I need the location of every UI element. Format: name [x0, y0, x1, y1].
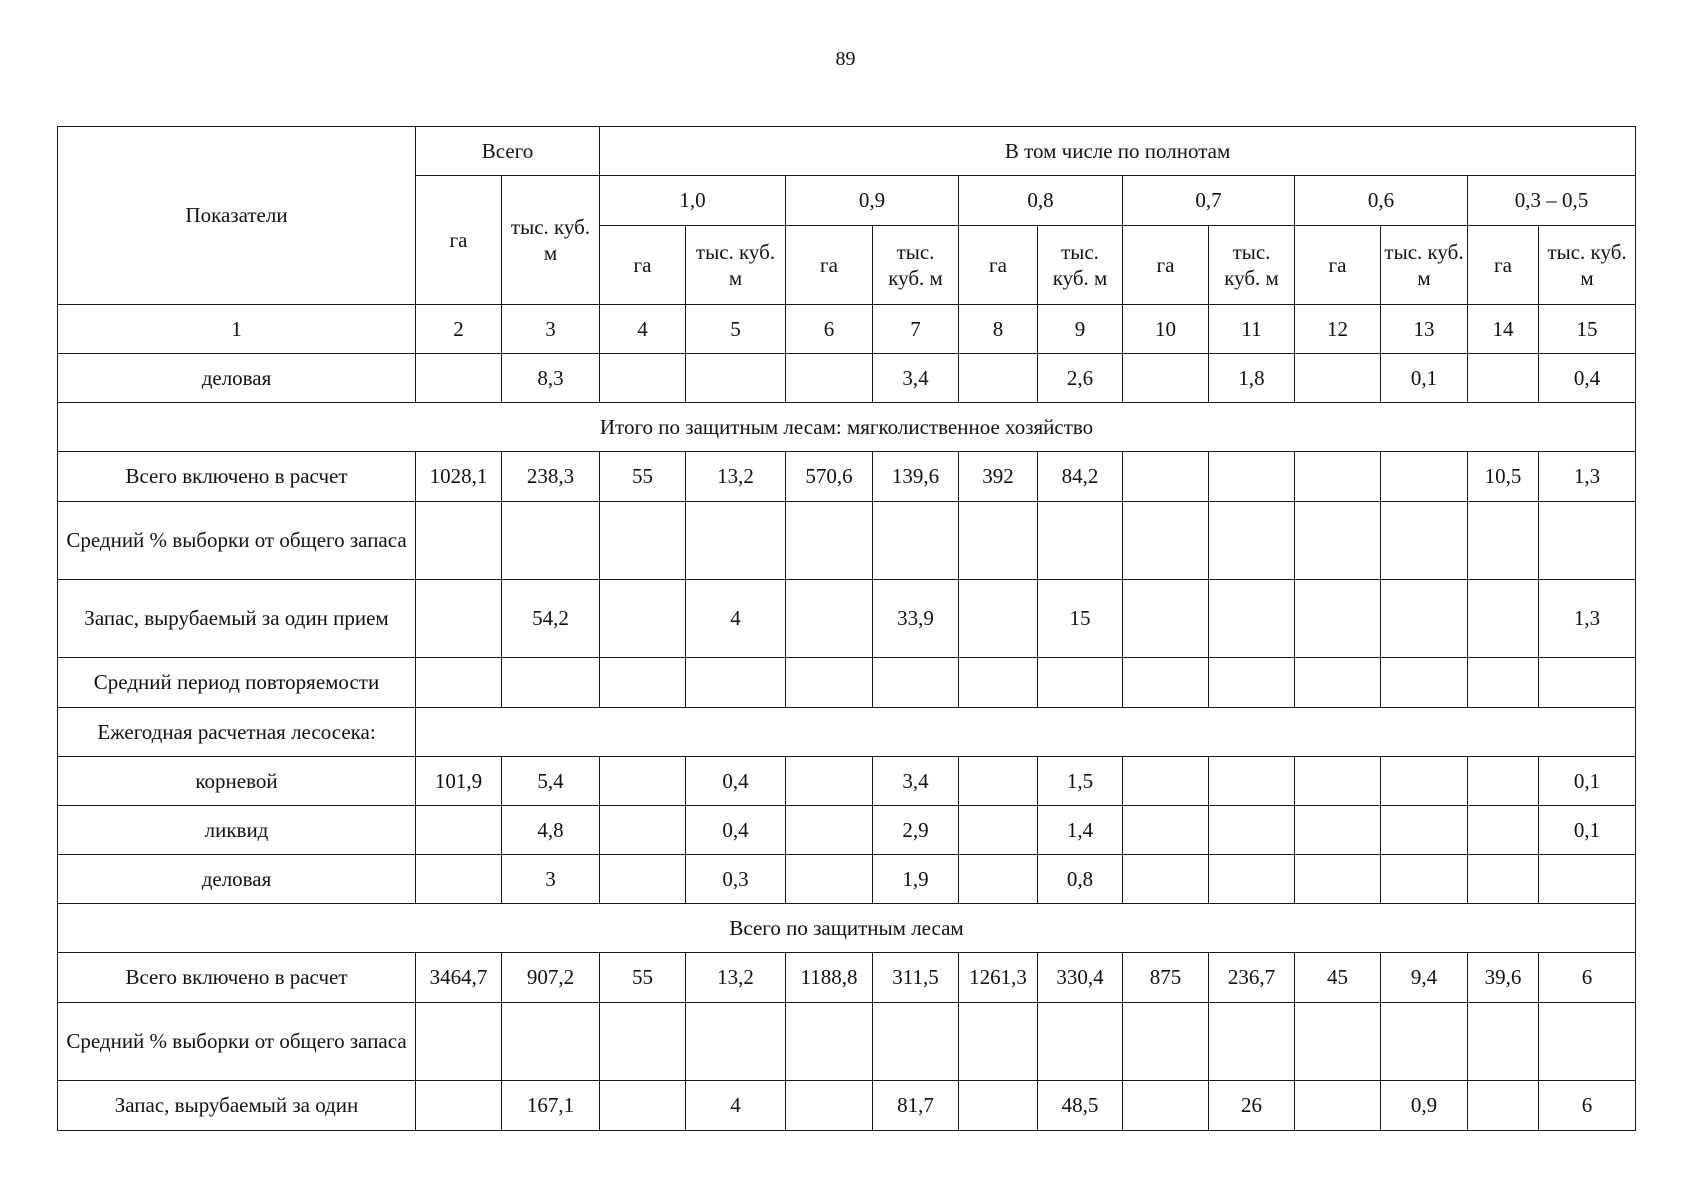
data-cell	[416, 580, 502, 658]
density-header: 0,7	[1123, 176, 1295, 226]
data-cell	[1123, 502, 1209, 580]
data-cell: 4,8	[502, 806, 600, 855]
density-header: 0,8	[959, 176, 1123, 226]
data-cell	[1381, 658, 1468, 708]
column-number: 11	[1209, 305, 1295, 354]
row-label: Запас, вырубаемый за один прием	[58, 580, 416, 658]
data-cell	[600, 580, 686, 658]
data-cell: 875	[1123, 953, 1209, 1003]
indicators-header: Показатели	[58, 127, 416, 305]
data-cell: 0,4	[1539, 354, 1636, 403]
data-cell	[1381, 1003, 1468, 1081]
data-cell	[1295, 502, 1381, 580]
column-number: 13	[1381, 305, 1468, 354]
column-number: 15	[1539, 305, 1636, 354]
data-cell	[1468, 580, 1539, 658]
data-cell	[959, 757, 1038, 806]
data-cell	[502, 502, 600, 580]
table-row	[58, 708, 1636, 757]
data-cell	[416, 806, 502, 855]
data-cell: 1,3	[1539, 452, 1636, 502]
data-cell	[1295, 1003, 1381, 1081]
page-number: 89	[835, 48, 856, 70]
data-cell	[1123, 855, 1209, 904]
data-cell	[1123, 658, 1209, 708]
data-cell	[1468, 354, 1539, 403]
data-cell: 3,4	[873, 354, 959, 403]
unit-ha-header: га	[1123, 226, 1209, 305]
data-cell	[1381, 855, 1468, 904]
table-row	[58, 806, 1636, 855]
section-title: Итого по защитным лесам: мягколиственное хозяйство	[58, 403, 1636, 452]
data-cell	[1468, 658, 1539, 708]
data-cell	[1539, 502, 1636, 580]
table-row	[58, 855, 1636, 904]
table-row	[58, 1081, 1636, 1131]
data-cell	[786, 1081, 873, 1131]
data-cell: 1,8	[1209, 354, 1295, 403]
data-cell	[1381, 757, 1468, 806]
section-title: Всего по защитным лесам	[58, 904, 1636, 953]
unit-vol-header: тыс. куб. м	[1038, 226, 1123, 305]
data-cell	[1468, 806, 1539, 855]
data-cell	[1539, 1003, 1636, 1081]
data-cell: 167,1	[502, 1081, 600, 1131]
data-cell	[786, 806, 873, 855]
data-cell	[786, 757, 873, 806]
total-vol-header: тыс. куб. м	[502, 176, 600, 305]
row-label: Запас, вырубаемый за один	[58, 1081, 416, 1131]
data-cell	[1209, 757, 1295, 806]
density-header: 1,0	[600, 176, 786, 226]
data-cell	[1381, 806, 1468, 855]
data-cell: 0,4	[686, 757, 786, 806]
data-cell	[1038, 502, 1123, 580]
row-label: Всего включено в расчет	[58, 452, 416, 502]
data-cell	[416, 354, 502, 403]
data-cell	[1209, 658, 1295, 708]
data-cell: 0,9	[1381, 1081, 1468, 1131]
data-cell	[1468, 1081, 1539, 1131]
data-cell: 5,4	[502, 757, 600, 806]
data-cell	[786, 658, 873, 708]
data-cell	[1209, 806, 1295, 855]
data-cell: 54,2	[502, 580, 600, 658]
data-cell	[959, 354, 1038, 403]
data-cell	[1295, 1081, 1381, 1131]
data-cell	[959, 658, 1038, 708]
density-header: 0,3 – 0,5	[1468, 176, 1636, 226]
data-cell: 33,9	[873, 580, 959, 658]
data-cell: 9,4	[1381, 953, 1468, 1003]
data-cell: 8,3	[502, 354, 600, 403]
data-cell	[786, 354, 873, 403]
data-cell: 0,1	[1381, 354, 1468, 403]
data-cell: 26	[1209, 1081, 1295, 1131]
data-cell	[600, 1003, 686, 1081]
data-cell	[686, 1003, 786, 1081]
data-cell: 6	[1539, 953, 1636, 1003]
data-cell: 48,5	[1038, 1081, 1123, 1131]
data-cell	[786, 502, 873, 580]
column-number-row	[58, 305, 1636, 354]
table-row	[58, 580, 1636, 658]
data-cell: 10,5	[1468, 452, 1539, 502]
data-cell: 84,2	[1038, 452, 1123, 502]
data-cell	[1209, 855, 1295, 904]
density-header: 0,6	[1295, 176, 1468, 226]
data-cell: 1,3	[1539, 580, 1636, 658]
data-cell	[959, 855, 1038, 904]
column-number: 2	[416, 305, 502, 354]
data-cell	[1123, 757, 1209, 806]
data-cell	[1209, 580, 1295, 658]
table-row	[58, 403, 1636, 452]
data-cell	[959, 1003, 1038, 1081]
data-cell	[416, 855, 502, 904]
data-cell: 0,1	[1539, 757, 1636, 806]
data-cell	[1209, 1003, 1295, 1081]
data-cell	[1209, 452, 1295, 502]
data-cell: 1,4	[1038, 806, 1123, 855]
data-cell: 3464,7	[416, 953, 502, 1003]
unit-vol-header: тыс. куб. м	[1539, 226, 1636, 305]
data-cell	[1295, 452, 1381, 502]
header-row-1	[58, 127, 1636, 176]
data-cell: 2,9	[873, 806, 959, 855]
data-cell: 0,3	[686, 855, 786, 904]
data-cell	[600, 354, 686, 403]
data-cell	[416, 658, 502, 708]
unit-vol-header: тыс. куб. м	[686, 226, 786, 305]
data-cell	[1038, 658, 1123, 708]
data-cell	[686, 502, 786, 580]
table-row	[58, 757, 1636, 806]
column-number: 5	[686, 305, 786, 354]
table-row	[58, 354, 1636, 403]
unit-ha-header: га	[959, 226, 1038, 305]
data-cell: 81,7	[873, 1081, 959, 1131]
data-cell	[786, 580, 873, 658]
data-cell	[959, 806, 1038, 855]
data-cell: 0,4	[686, 806, 786, 855]
data-cell	[873, 502, 959, 580]
column-number: 9	[1038, 305, 1123, 354]
data-cell: 1188,8	[786, 953, 873, 1003]
data-cell: 3,4	[873, 757, 959, 806]
data-cell: 55	[600, 452, 686, 502]
data-cell: 15	[1038, 580, 1123, 658]
data-cell: 55	[600, 953, 686, 1003]
data-cell: 2,6	[1038, 354, 1123, 403]
column-number: 3	[502, 305, 600, 354]
unit-vol-header: тыс. куб. м	[1381, 226, 1468, 305]
data-cell	[416, 1003, 502, 1081]
data-cell	[600, 502, 686, 580]
column-number: 14	[1468, 305, 1539, 354]
data-cell: 0,1	[1539, 806, 1636, 855]
unit-vol-header: тыс. куб. м	[1209, 226, 1295, 305]
column-number: 8	[959, 305, 1038, 354]
data-cell: 13,2	[686, 452, 786, 502]
data-cell	[786, 1003, 873, 1081]
data-cell	[1123, 452, 1209, 502]
data-cell	[959, 502, 1038, 580]
data-cell	[1381, 580, 1468, 658]
data-cell: 13,2	[686, 953, 786, 1003]
data-cell	[1209, 502, 1295, 580]
data-cell	[1468, 757, 1539, 806]
data-cell	[1038, 1003, 1123, 1081]
table-row	[58, 452, 1636, 502]
data-cell	[1295, 658, 1381, 708]
data-cell	[1123, 1003, 1209, 1081]
data-cell	[600, 757, 686, 806]
data-cell: 392	[959, 452, 1038, 502]
data-cell	[502, 1003, 600, 1081]
table-row	[58, 953, 1636, 1003]
data-cell	[686, 354, 786, 403]
data-cell: 238,3	[502, 452, 600, 502]
data-cell	[600, 658, 686, 708]
column-number: 4	[600, 305, 686, 354]
table-body	[58, 127, 1636, 1131]
data-cell	[1539, 855, 1636, 904]
data-cell	[1381, 502, 1468, 580]
data-cell: 311,5	[873, 953, 959, 1003]
unit-ha-header: га	[1468, 226, 1539, 305]
data-cell	[873, 1003, 959, 1081]
data-cell: 330,4	[1038, 953, 1123, 1003]
data-cell: 236,7	[1209, 953, 1295, 1003]
data-cell	[1123, 354, 1209, 403]
data-cell	[1295, 580, 1381, 658]
data-cell	[1123, 806, 1209, 855]
data-cell	[1123, 580, 1209, 658]
unit-ha-header: га	[1295, 226, 1381, 305]
row-label: Всего включено в расчет	[58, 953, 416, 1003]
data-cell	[1295, 855, 1381, 904]
data-cell	[873, 658, 959, 708]
data-cell: 101,9	[416, 757, 502, 806]
data-cell	[1468, 1003, 1539, 1081]
data-cell	[1381, 452, 1468, 502]
table-row	[58, 1003, 1636, 1081]
row-label: корневой	[58, 757, 416, 806]
empty-span-cell	[416, 708, 1636, 757]
column-number: 6	[786, 305, 873, 354]
data-cell: 45	[1295, 953, 1381, 1003]
data-cell: 3	[502, 855, 600, 904]
data-cell	[1123, 1081, 1209, 1131]
table-row	[58, 658, 1636, 708]
row-label: Средний % выборки от общего запаса	[58, 1003, 416, 1081]
data-cell	[1468, 855, 1539, 904]
data-cell	[959, 580, 1038, 658]
data-cell	[600, 855, 686, 904]
data-cell: 139,6	[873, 452, 959, 502]
data-cell: 570,6	[786, 452, 873, 502]
column-number: 1	[58, 305, 416, 354]
table-row	[58, 904, 1636, 953]
data-cell: 1,5	[1038, 757, 1123, 806]
row-label: деловая	[58, 354, 416, 403]
row-label: деловая	[58, 855, 416, 904]
data-cell	[686, 658, 786, 708]
row-label: Ежегодная расчетная лесосека:	[58, 708, 416, 757]
data-cell	[959, 1081, 1038, 1131]
column-number: 12	[1295, 305, 1381, 354]
data-cell: 39,6	[1468, 953, 1539, 1003]
total-header: Всего	[416, 127, 600, 176]
column-number: 10	[1123, 305, 1209, 354]
data-cell	[1539, 658, 1636, 708]
data-cell	[1295, 757, 1381, 806]
unit-vol-header: тыс. куб. м	[873, 226, 959, 305]
row-label: ликвид	[58, 806, 416, 855]
table-row	[58, 502, 1636, 580]
density-header: 0,9	[786, 176, 959, 226]
data-cell	[502, 658, 600, 708]
total-ha-header: га	[416, 176, 502, 305]
data-cell: 4	[686, 580, 786, 658]
data-cell: 1028,1	[416, 452, 502, 502]
row-label: Средний % выборки от общего запаса	[58, 502, 416, 580]
data-cell: 1,9	[873, 855, 959, 904]
data-cell: 0,8	[1038, 855, 1123, 904]
data-cell	[416, 1081, 502, 1131]
row-label: Средний период повторяемости	[58, 658, 416, 708]
data-cell: 1261,3	[959, 953, 1038, 1003]
by-density-header: В том числе по полнотам	[600, 127, 1636, 176]
data-cell: 6	[1539, 1081, 1636, 1131]
column-number: 7	[873, 305, 959, 354]
data-cell	[786, 855, 873, 904]
data-cell: 4	[686, 1081, 786, 1131]
data-cell	[1468, 502, 1539, 580]
data-cell	[416, 502, 502, 580]
unit-ha-header: га	[786, 226, 873, 305]
data-cell: 907,2	[502, 953, 600, 1003]
data-cell	[600, 806, 686, 855]
unit-ha-header: га	[600, 226, 686, 305]
data-cell	[1295, 806, 1381, 855]
data-cell	[1295, 354, 1381, 403]
data-cell	[600, 1081, 686, 1131]
forest-stock-table	[57, 126, 1636, 1131]
